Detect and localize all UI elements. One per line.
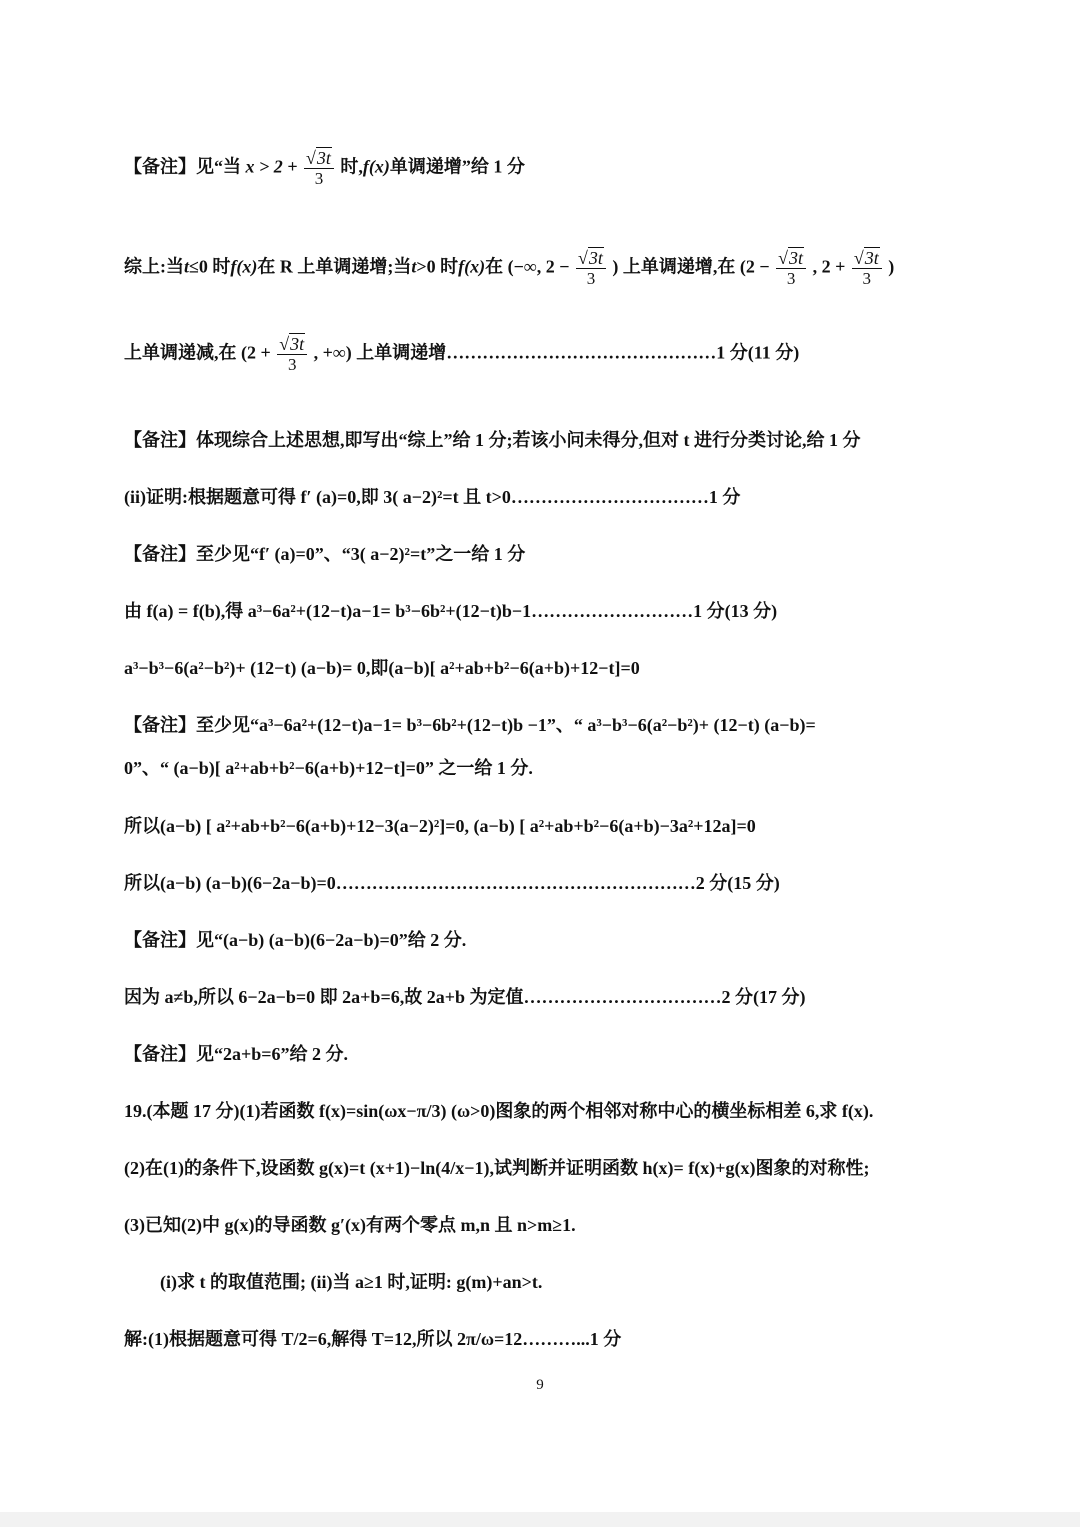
solution-line: 解:(1)根据题意可得 T/2=6,解得 T=12,所以 2π/ω=12………...1 分 [124,1329,622,1349]
summary-line [124,248,894,289]
frac-den: 3 [786,269,796,288]
remark-line: 0”、“ (a−b)[ a²+ab+b²−6(a+b)+12−t]=0” 之一给 1 分. [124,758,533,778]
page-number: 9 [536,1377,544,1393]
frac-den: 3 [586,269,596,288]
frac-num: 3t [290,334,305,354]
frac-num: 3t [588,248,603,268]
fraction: $\frac{√3t}{3}$ [852,248,882,289]
fraction: $\frac{√3t}{3}$ [776,248,806,289]
proof-line: 所以(a−b) [ a²+ab+b²−6(a+b)+12−3(a−2)²]=0, (a−b) [ a²+ab+b²−6(a+b)−3a²+12a]=0 [124,816,756,836]
proof-line: 因为 a≠b,所以 6−2a−b=0 即 2a+b=6,故 2a+b 为定值……………………………2 分(17 分) [124,987,806,1007]
question-line: 19.(本题 17 分)(1)若函数 f(x)=sin(ωx−π/3) (ω>0)图象的两个相邻对称中心的横坐标相差 6,求 f(x). [124,1101,874,1121]
frac-num: 3t [864,248,879,268]
frac-den: 3 [287,355,297,374]
math: f(x) [362,156,390,177]
text: >0 时 [416,256,459,277]
remark-line: 【备注】至少见“f′ (a)=0”、“3( a−2)²=t”之一给 1 分 [124,544,526,564]
text: , +∞) 上单调递增………………………………………1 分(11 分) [313,342,800,363]
summary-line-cont [124,334,799,375]
text: ) [888,256,895,277]
text: 在 R 上单调递增;当 [257,256,412,277]
question-line: (3)已知(2)中 g(x)的导函数 g′(x)有两个零点 m,n 且 n>m≥1. [124,1215,576,1235]
text: 时, [340,156,363,177]
text: 上单调递减,在 (2 + [124,342,271,363]
text: 在 (−∞, 2 − [485,256,570,277]
text: 【备注】见“当 [124,156,241,177]
fraction: $\frac{√3t}{3}$ [576,248,606,289]
remark-line: 【备注】至少见“a³−6a²+(12−t)a−1= b³−6b²+(12−t)b −1”、“ a³−b³−6(a²−b²)+ (12−t) (a−b)= [124,715,816,735]
question-subline: (i)求 t 的取值范围; (ii)当 a≥1 时,证明: g(m)+an>t. [160,1272,543,1292]
proof-line: a³−b³−6(a²−b²)+ (12−t) (a−b)= 0,即(a−b)[ a²+ab+b²−6(a+b)+12−t]=0 [124,658,640,678]
text: 综上:当 [124,256,184,277]
math: f(x) [230,256,258,277]
frac-den: 3 [862,269,872,288]
bottom-edge [0,1512,1080,1527]
remark-line: 【备注】体现综合上述思想,即写出“综上”给 1 分;若该小问未得分,但对 t 进行分类讨论,给 1 分 [124,430,861,450]
proof-line: (ii)证明:根据题意可得 f′ (a)=0,即 3( a−2)²=t 且 t>0……………………………1 分 [124,487,741,507]
text: ) 上单调递增,在 (2 − [612,256,770,277]
text: ≤0 时 [189,256,231,277]
frac-num: 3t [316,148,331,168]
remark-line-1 [124,148,525,189]
frac-num: 3t [789,248,804,268]
math: f(x) [458,256,486,277]
proof-line: 由 f(a) = f(b),得 a³−6a²+(12−t)a−1= b³−6b²+(12−t)b−1………………………1 分(13 分) [124,601,778,621]
remark-line: 【备注】见“2a+b=6”给 2 分. [124,1044,349,1064]
fraction: $\frac{√3t}{3}$ [304,148,334,189]
remark-line: 【备注】见“(a−b) (a−b)(6−2a−b)=0”给 2 分. [124,930,467,950]
math: x > 2 + [245,156,298,177]
question-line: (2)在(1)的条件下,设函数 g(x)=t (x+1)−ln(4/x−1),试判断并证明函数 h(x)= f(x)+g(x)图象的对称性; [124,1158,870,1178]
math: t [184,256,190,277]
text: , 2 + [812,256,846,277]
math: t [411,256,417,277]
proof-line: 所以(a−b) (a−b)(6−2a−b)=0……………………………………………………2 分(15 分) [124,873,780,893]
frac-den: 3 [314,169,324,188]
fraction: $\frac{√3t}{3}$ [277,334,307,375]
text: 单调递增”给 1 分 [389,156,525,177]
